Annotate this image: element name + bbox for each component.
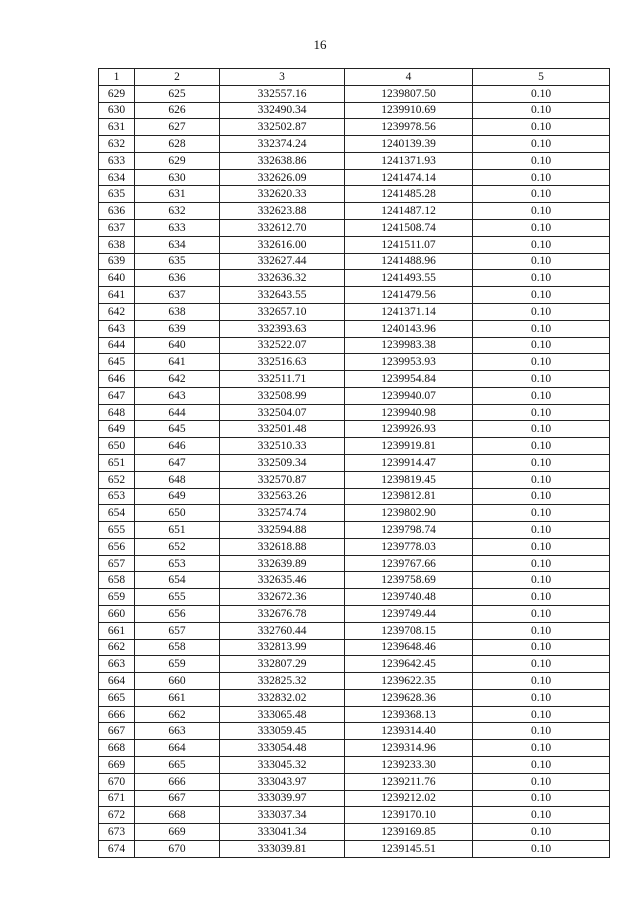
table-cell-col-4: 1239919.81 — [345, 438, 473, 455]
table-cell-col-2: 657 — [135, 622, 220, 639]
table-row — [99, 538, 610, 555]
table-cell-col-5: 0.10 — [473, 119, 610, 136]
table-cell-col-5: 0.10 — [473, 538, 610, 555]
table-cell-col-5: 0.10 — [473, 824, 610, 841]
table-cell-col-3: 332620.33 — [220, 186, 345, 203]
table-cell-col-3: 333039.97 — [220, 790, 345, 807]
table-cell-col-4: 1239145.51 — [345, 840, 473, 857]
table-cell-col-1: 629 — [99, 85, 135, 102]
table-cell-col-5: 0.10 — [473, 136, 610, 153]
table-cell-col-3: 332616.00 — [220, 236, 345, 253]
table-cell-col-1: 636 — [99, 203, 135, 220]
table-cell-col-1: 635 — [99, 186, 135, 203]
table-cell-col-3: 332570.87 — [220, 471, 345, 488]
table-cell-col-3: 332676.78 — [220, 606, 345, 623]
table-cell-col-5: 0.10 — [473, 656, 610, 673]
table-cell-col-2: 656 — [135, 606, 220, 623]
table-row — [99, 639, 610, 656]
table-row — [99, 572, 610, 589]
table-row — [99, 85, 610, 102]
table-cell-col-3: 332563.26 — [220, 488, 345, 505]
table-cell-col-3: 333039.81 — [220, 840, 345, 857]
table-cell-col-2: 648 — [135, 471, 220, 488]
table-cell-col-1: 645 — [99, 354, 135, 371]
table-cell-col-4: 1239314.96 — [345, 740, 473, 757]
table-cell-col-2: 639 — [135, 320, 220, 337]
table-cell-col-1: 656 — [99, 538, 135, 555]
table-cell-col-5: 0.10 — [473, 757, 610, 774]
table-cell-col-2: 654 — [135, 572, 220, 589]
table-cell-col-1: 647 — [99, 387, 135, 404]
table-cell-col-5: 0.10 — [473, 287, 610, 304]
table-cell-col-4: 1239807.50 — [345, 85, 473, 102]
table-cell-col-4: 1239978.56 — [345, 119, 473, 136]
table-cell-col-4: 1241479.56 — [345, 287, 473, 304]
table-cell-col-2: 652 — [135, 538, 220, 555]
table-cell-col-2: 637 — [135, 287, 220, 304]
table-cell-col-4: 1240143.96 — [345, 320, 473, 337]
table-cell-col-2: 645 — [135, 421, 220, 438]
table-row — [99, 622, 610, 639]
table-cell-col-5: 0.10 — [473, 773, 610, 790]
table-cell-col-5: 0.10 — [473, 706, 610, 723]
table-cell-col-3: 332612.70 — [220, 220, 345, 237]
table-cell-col-2: 663 — [135, 723, 220, 740]
table-row — [99, 320, 610, 337]
table-cell-col-1: 644 — [99, 337, 135, 354]
table-cell-col-5: 0.10 — [473, 169, 610, 186]
table-row — [99, 354, 610, 371]
table-cell-col-4: 1239749.44 — [345, 606, 473, 623]
table-cell-col-5: 0.10 — [473, 320, 610, 337]
table-cell-col-1: 648 — [99, 404, 135, 421]
table-cell-col-5: 0.10 — [473, 421, 610, 438]
column-header-2: 2 — [135, 69, 220, 86]
table-cell-col-3: 332522.07 — [220, 337, 345, 354]
table-cell-col-3: 332760.44 — [220, 622, 345, 639]
table-cell-col-1: 669 — [99, 757, 135, 774]
table-cell-col-5: 0.10 — [473, 589, 610, 606]
table-cell-col-4: 1239740.48 — [345, 589, 473, 606]
table-row — [99, 303, 610, 320]
table-row — [99, 387, 610, 404]
table-row — [99, 203, 610, 220]
table-row — [99, 706, 610, 723]
table-cell-col-1: 666 — [99, 706, 135, 723]
table-cell-col-2: 661 — [135, 689, 220, 706]
table-row — [99, 488, 610, 505]
table-cell-col-4: 1239628.36 — [345, 689, 473, 706]
table-cell-col-4: 1241508.74 — [345, 220, 473, 237]
table-cell-col-3: 332574.74 — [220, 505, 345, 522]
table-cell-col-3: 332594.88 — [220, 522, 345, 539]
table-row — [99, 454, 610, 471]
table-cell-col-1: 667 — [99, 723, 135, 740]
column-header-1: 1 — [99, 69, 135, 86]
table-cell-col-5: 0.10 — [473, 303, 610, 320]
table-cell-col-4: 1239758.69 — [345, 572, 473, 589]
table-cell-col-4: 1239914.47 — [345, 454, 473, 471]
table-cell-col-5: 0.10 — [473, 236, 610, 253]
table-cell-col-2: 640 — [135, 337, 220, 354]
table-cell-col-2: 662 — [135, 706, 220, 723]
table-cell-col-4: 1241493.55 — [345, 270, 473, 287]
table-cell-col-2: 646 — [135, 438, 220, 455]
table-cell-col-5: 0.10 — [473, 438, 610, 455]
table-cell-col-1: 643 — [99, 320, 135, 337]
table-row — [99, 404, 610, 421]
table-cell-col-4: 1239767.66 — [345, 555, 473, 572]
table-cell-col-2: 644 — [135, 404, 220, 421]
table-cell-col-3: 332516.63 — [220, 354, 345, 371]
table-cell-col-1: 664 — [99, 673, 135, 690]
table-cell-col-3: 332623.88 — [220, 203, 345, 220]
table-cell-col-3: 332635.46 — [220, 572, 345, 589]
table-cell-col-1: 652 — [99, 471, 135, 488]
table-cell-col-1: 649 — [99, 421, 135, 438]
table-cell-col-4: 1239910.69 — [345, 102, 473, 119]
table-cell-col-5: 0.10 — [473, 790, 610, 807]
table-cell-col-2: 664 — [135, 740, 220, 757]
table-cell-col-5: 0.10 — [473, 220, 610, 237]
table-cell-col-2: 670 — [135, 840, 220, 857]
table-cell-col-4: 1239642.45 — [345, 656, 473, 673]
table-cell-col-4: 1239798.74 — [345, 522, 473, 539]
table-cell-col-3: 332832.02 — [220, 689, 345, 706]
table-cell-col-2: 629 — [135, 152, 220, 169]
table-cell-col-3: 333059.45 — [220, 723, 345, 740]
table-cell-col-1: 665 — [99, 689, 135, 706]
table-cell-col-2: 667 — [135, 790, 220, 807]
table-cell-col-3: 333065.48 — [220, 706, 345, 723]
table-row — [99, 790, 610, 807]
table-cell-col-2: 630 — [135, 169, 220, 186]
table-cell-col-3: 332807.29 — [220, 656, 345, 673]
table-cell-col-1: 637 — [99, 220, 135, 237]
table-cell-col-4: 1241371.14 — [345, 303, 473, 320]
table-cell-col-2: 666 — [135, 773, 220, 790]
table-row — [99, 689, 610, 706]
table-row — [99, 673, 610, 690]
table-cell-col-3: 332508.99 — [220, 387, 345, 404]
table-cell-col-4: 1239940.07 — [345, 387, 473, 404]
table-cell-col-2: 665 — [135, 757, 220, 774]
table-cell-col-1: 671 — [99, 790, 135, 807]
table-cell-col-4: 1239983.38 — [345, 337, 473, 354]
table-cell-col-3: 332504.07 — [220, 404, 345, 421]
table-cell-col-3: 332825.32 — [220, 673, 345, 690]
column-header-4: 4 — [345, 69, 473, 86]
table-cell-col-5: 0.10 — [473, 606, 610, 623]
column-header-5: 5 — [473, 69, 610, 86]
table-cell-col-1: 632 — [99, 136, 135, 153]
table-row — [99, 471, 610, 488]
table-row — [99, 606, 610, 623]
table-cell-col-1: 650 — [99, 438, 135, 455]
table-cell-col-3: 332618.88 — [220, 538, 345, 555]
table-cell-col-5: 0.10 — [473, 454, 610, 471]
table-cell-col-1: 670 — [99, 773, 135, 790]
table-cell-col-5: 0.10 — [473, 404, 610, 421]
table-row — [99, 589, 610, 606]
table-cell-col-4: 1239940.98 — [345, 404, 473, 421]
table-cell-col-3: 332501.48 — [220, 421, 345, 438]
table-cell-col-2: 628 — [135, 136, 220, 153]
table-row — [99, 421, 610, 438]
table-cell-col-1: 651 — [99, 454, 135, 471]
table-cell-col-5: 0.10 — [473, 689, 610, 706]
table-cell-col-1: 672 — [99, 807, 135, 824]
table-cell-col-3: 332636.32 — [220, 270, 345, 287]
table-cell-col-1: 654 — [99, 505, 135, 522]
table-cell-col-1: 646 — [99, 371, 135, 388]
table-cell-col-1: 662 — [99, 639, 135, 656]
table-cell-col-2: 649 — [135, 488, 220, 505]
table-cell-col-1: 653 — [99, 488, 135, 505]
table-cell-col-3: 332511.71 — [220, 371, 345, 388]
table-cell-col-4: 1239926.93 — [345, 421, 473, 438]
table-body — [99, 85, 610, 857]
table-cell-col-4: 1239708.15 — [345, 622, 473, 639]
table-row — [99, 220, 610, 237]
table-row — [99, 102, 610, 119]
table-cell-col-5: 0.10 — [473, 522, 610, 539]
table-cell-col-4: 1241487.12 — [345, 203, 473, 220]
table-cell-col-2: 631 — [135, 186, 220, 203]
table-cell-col-2: 659 — [135, 656, 220, 673]
table-cell-col-5: 0.10 — [473, 186, 610, 203]
table-cell-col-5: 0.10 — [473, 152, 610, 169]
table-cell-col-1: 638 — [99, 236, 135, 253]
table-row — [99, 555, 610, 572]
table-cell-col-4: 1239212.02 — [345, 790, 473, 807]
table-cell-col-5: 0.10 — [473, 102, 610, 119]
table-row — [99, 169, 610, 186]
table-cell-col-2: 635 — [135, 253, 220, 270]
page-number: 16 — [313, 37, 327, 52]
table-row — [99, 773, 610, 790]
table-cell-col-3: 332557.16 — [220, 85, 345, 102]
table-cell-col-4: 1239169.85 — [345, 824, 473, 841]
table-cell-col-2: 638 — [135, 303, 220, 320]
table-cell-col-4: 1239314.40 — [345, 723, 473, 740]
table-row — [99, 656, 610, 673]
table-cell-col-3: 332672.36 — [220, 589, 345, 606]
table-cell-col-4: 1239233.30 — [345, 757, 473, 774]
table-cell-col-2: 643 — [135, 387, 220, 404]
table-cell-col-5: 0.10 — [473, 85, 610, 102]
table-row — [99, 840, 610, 857]
table-cell-col-1: 659 — [99, 589, 135, 606]
table-cell-col-4: 1239648.46 — [345, 639, 473, 656]
table-cell-col-5: 0.10 — [473, 639, 610, 656]
table-row — [99, 337, 610, 354]
table-cell-col-5: 0.10 — [473, 840, 610, 857]
table-row — [99, 505, 610, 522]
table-row — [99, 186, 610, 203]
table-cell-col-4: 1239622.35 — [345, 673, 473, 690]
table-cell-col-1: 663 — [99, 656, 135, 673]
table-cell-col-4: 1239953.93 — [345, 354, 473, 371]
table-cell-col-1: 639 — [99, 253, 135, 270]
table-cell-col-3: 333054.48 — [220, 740, 345, 757]
table-row — [99, 807, 610, 824]
table-cell-col-1: 673 — [99, 824, 135, 841]
table-cell-col-5: 0.10 — [473, 622, 610, 639]
table-cell-col-3: 332627.44 — [220, 253, 345, 270]
table-cell-col-3: 332643.55 — [220, 287, 345, 304]
table-row — [99, 152, 610, 169]
table-cell-col-1: 642 — [99, 303, 135, 320]
table-row — [99, 371, 610, 388]
table-row — [99, 757, 610, 774]
table-cell-col-2: 658 — [135, 639, 220, 656]
column-header-3: 3 — [220, 69, 345, 86]
table-cell-col-2: 633 — [135, 220, 220, 237]
table-cell-col-1: 655 — [99, 522, 135, 539]
table-cell-col-1: 660 — [99, 606, 135, 623]
table-cell-col-5: 0.10 — [473, 270, 610, 287]
table-cell-col-1: 674 — [99, 840, 135, 857]
table-cell-col-4: 1239368.13 — [345, 706, 473, 723]
table-cell-col-2: 625 — [135, 85, 220, 102]
table-cell-col-3: 333045.32 — [220, 757, 345, 774]
table-row — [99, 119, 610, 136]
table-cell-col-1: 658 — [99, 572, 135, 589]
table-cell-col-2: 668 — [135, 807, 220, 824]
table-cell-col-1: 641 — [99, 287, 135, 304]
table-cell-col-3: 332657.10 — [220, 303, 345, 320]
table-row — [99, 253, 610, 270]
table-cell-col-1: 640 — [99, 270, 135, 287]
table-cell-col-3: 332813.99 — [220, 639, 345, 656]
table-cell-col-5: 0.10 — [473, 488, 610, 505]
table-cell-col-2: 636 — [135, 270, 220, 287]
table-header-row — [99, 69, 610, 86]
table-cell-col-5: 0.10 — [473, 555, 610, 572]
coordinates-table — [98, 68, 610, 858]
table-cell-col-1: 634 — [99, 169, 135, 186]
table-cell-col-5: 0.10 — [473, 371, 610, 388]
table-cell-col-5: 0.10 — [473, 354, 610, 371]
table-cell-col-2: 626 — [135, 102, 220, 119]
table-cell-col-1: 657 — [99, 555, 135, 572]
table-row — [99, 287, 610, 304]
table-cell-col-1: 633 — [99, 152, 135, 169]
table-row — [99, 740, 610, 757]
table-cell-col-5: 0.10 — [473, 572, 610, 589]
table-cell-col-5: 0.10 — [473, 253, 610, 270]
table-cell-col-3: 333037.34 — [220, 807, 345, 824]
table-cell-col-4: 1241371.93 — [345, 152, 473, 169]
table-cell-col-3: 332509.34 — [220, 454, 345, 471]
table-cell-col-5: 0.10 — [473, 740, 610, 757]
table-cell-col-2: 641 — [135, 354, 220, 371]
table-cell-col-4: 1239819.45 — [345, 471, 473, 488]
table-cell-col-3: 332393.63 — [220, 320, 345, 337]
table-cell-col-4: 1239954.84 — [345, 371, 473, 388]
table-cell-col-5: 0.10 — [473, 337, 610, 354]
table-row — [99, 438, 610, 455]
table-cell-col-4: 1241474.14 — [345, 169, 473, 186]
table-cell-col-3: 333041.34 — [220, 824, 345, 841]
table-cell-col-5: 0.10 — [473, 203, 610, 220]
table-cell-col-2: 669 — [135, 824, 220, 841]
table-cell-col-4: 1239211.76 — [345, 773, 473, 790]
table-cell-col-3: 332510.33 — [220, 438, 345, 455]
table-cell-col-1: 631 — [99, 119, 135, 136]
table-cell-col-2: 651 — [135, 522, 220, 539]
table-cell-col-4: 1241488.96 — [345, 253, 473, 270]
table-cell-col-5: 0.10 — [473, 673, 610, 690]
table-cell-col-4: 1239778.03 — [345, 538, 473, 555]
table-cell-col-1: 668 — [99, 740, 135, 757]
table-cell-col-5: 0.10 — [473, 505, 610, 522]
table-cell-col-4: 1241485.28 — [345, 186, 473, 203]
table-cell-col-4: 1240139.39 — [345, 136, 473, 153]
table-cell-col-2: 653 — [135, 555, 220, 572]
table-cell-col-1: 630 — [99, 102, 135, 119]
table-row — [99, 522, 610, 539]
table-row — [99, 136, 610, 153]
table-cell-col-3: 332626.09 — [220, 169, 345, 186]
table-cell-col-3: 333043.97 — [220, 773, 345, 790]
table-cell-col-2: 655 — [135, 589, 220, 606]
table-cell-col-2: 632 — [135, 203, 220, 220]
table-row — [99, 236, 610, 253]
table-cell-col-2: 634 — [135, 236, 220, 253]
table-cell-col-5: 0.10 — [473, 807, 610, 824]
table-cell-col-2: 650 — [135, 505, 220, 522]
table-cell-col-4: 1241511.07 — [345, 236, 473, 253]
table-cell-col-5: 0.10 — [473, 387, 610, 404]
table-cell-col-2: 660 — [135, 673, 220, 690]
table-cell-col-3: 332638.86 — [220, 152, 345, 169]
table-cell-col-3: 332639.89 — [220, 555, 345, 572]
table-cell-col-3: 332502.87 — [220, 119, 345, 136]
table-cell-col-3: 332490.34 — [220, 102, 345, 119]
table-cell-col-5: 0.10 — [473, 723, 610, 740]
table-cell-col-3: 332374.24 — [220, 136, 345, 153]
table-row — [99, 723, 610, 740]
table-cell-col-5: 0.10 — [473, 471, 610, 488]
table-cell-col-1: 661 — [99, 622, 135, 639]
table-cell-col-2: 647 — [135, 454, 220, 471]
table-cell-col-4: 1239170.10 — [345, 807, 473, 824]
table-cell-col-2: 627 — [135, 119, 220, 136]
table-row — [99, 270, 610, 287]
table-row — [99, 824, 610, 841]
table-cell-col-4: 1239802.90 — [345, 505, 473, 522]
table-cell-col-4: 1239812.81 — [345, 488, 473, 505]
table-cell-col-2: 642 — [135, 371, 220, 388]
